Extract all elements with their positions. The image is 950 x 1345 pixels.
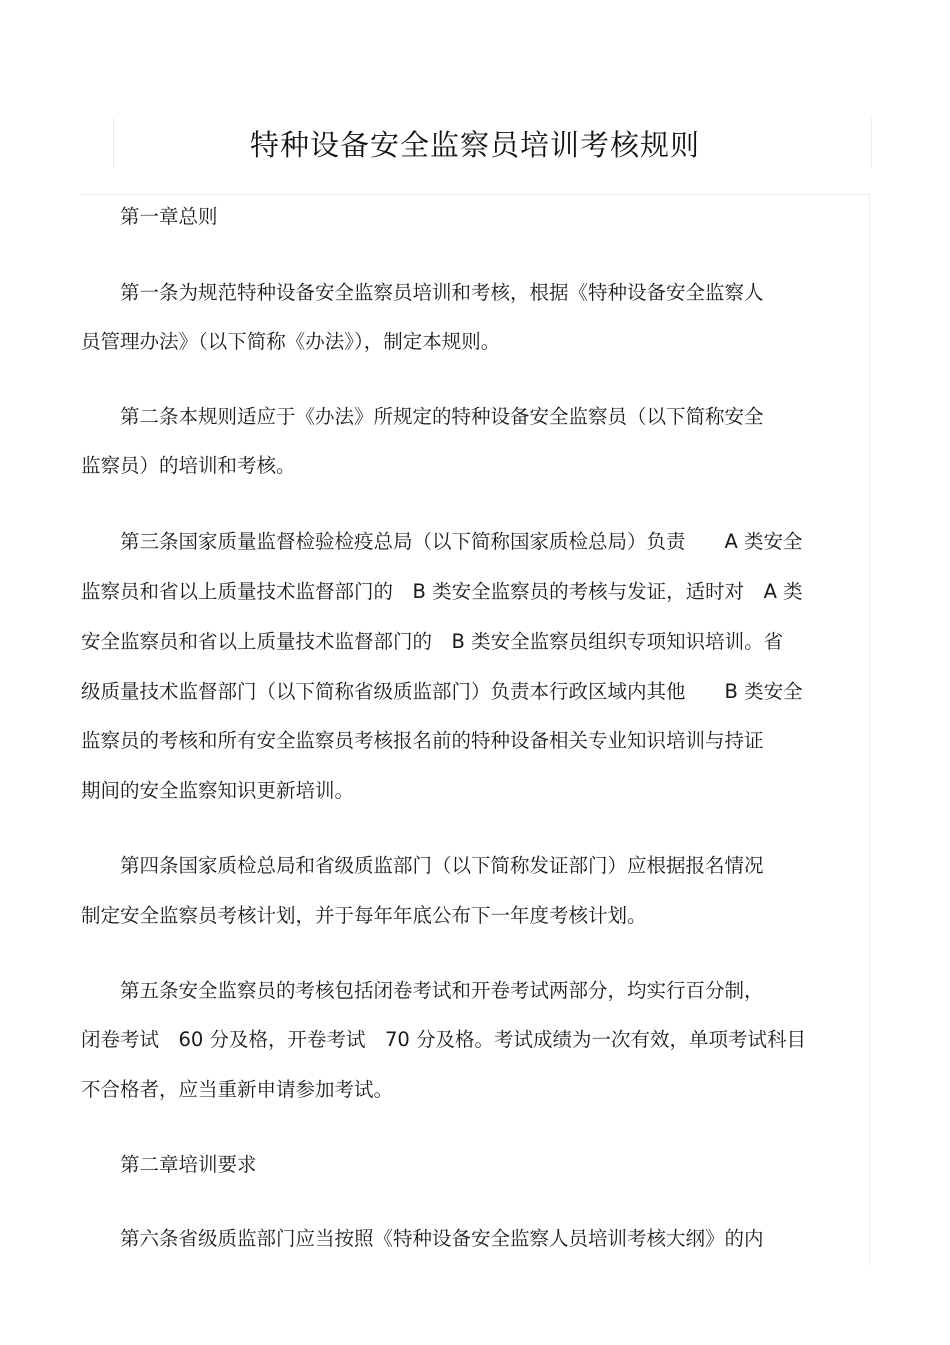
article-2-line-2: 监察员）的培训和考核。 [81, 454, 296, 477]
article-1-line-2: 员管理办法》（以下简称《办法》），制定本规则。 [81, 330, 501, 353]
article-2-line-1: 第二条本规则适应于《办法》所规定的特种设备安全监察员（以下简称安全 [120, 405, 764, 428]
article-3-line-5: 监察员的考核和所有安全监察员考核报名前的特种设备相关专业知识培训与持证 [81, 729, 764, 752]
article-3-line-3: 安全监察员和省以上质量技术监督部门的 B 类安全监察员组织专项知识培训。省 [81, 630, 784, 653]
article-3-line-1: 第三条国家质量监督检验检疫总局（以下简称国家质检总局）负责 A 类安全 [120, 530, 803, 553]
article-3-line-6: 期间的安全监察知识更新培训。 [81, 779, 355, 802]
article-5-line-1: 第五条安全监察员的考核包括闭卷考试和开卷考试两部分，均实行百分制， [120, 979, 764, 1002]
page-title: 特种设备安全监察员培训考核规则 [249, 128, 700, 162]
article-6-line-1: 第六条省级质监部门应当按照《特种设备安全监察人员培训考核大纲》的内 [120, 1227, 764, 1250]
article-5-line-3: 不合格者，应当重新申请参加考试。 [81, 1078, 394, 1101]
article-3-line-4: 级质量技术监督部门（以下简称省级质监部门）负责本行政区域内其他 B 类安全 [81, 680, 803, 703]
article-5-line-2: 闭卷考试 60 分及格，开卷考试 70 分及格。考试成绩为一次有效，单项考试科目 [81, 1028, 807, 1051]
article-4-line-2: 制定安全监察员考核计划，并于每年年底公布下一年度考核计划。 [81, 904, 647, 927]
article-1-line-1: 第一条为规范特种设备安全监察员培训和考核，根据《特种设备安全监察人 [120, 281, 764, 304]
article-3-line-2: 监察员和省以上质量技术监督部门的 B 类安全监察员的考核与发证，适时对 A 类 [81, 580, 803, 603]
chapter-heading-2: 第二章培训要求 [120, 1153, 257, 1176]
article-4-line-1: 第四条国家质检总局和省级质监部门（以下简称发证部门）应根据报名情况 [120, 854, 764, 877]
chapter-heading-1: 第一章总则 [120, 205, 218, 228]
